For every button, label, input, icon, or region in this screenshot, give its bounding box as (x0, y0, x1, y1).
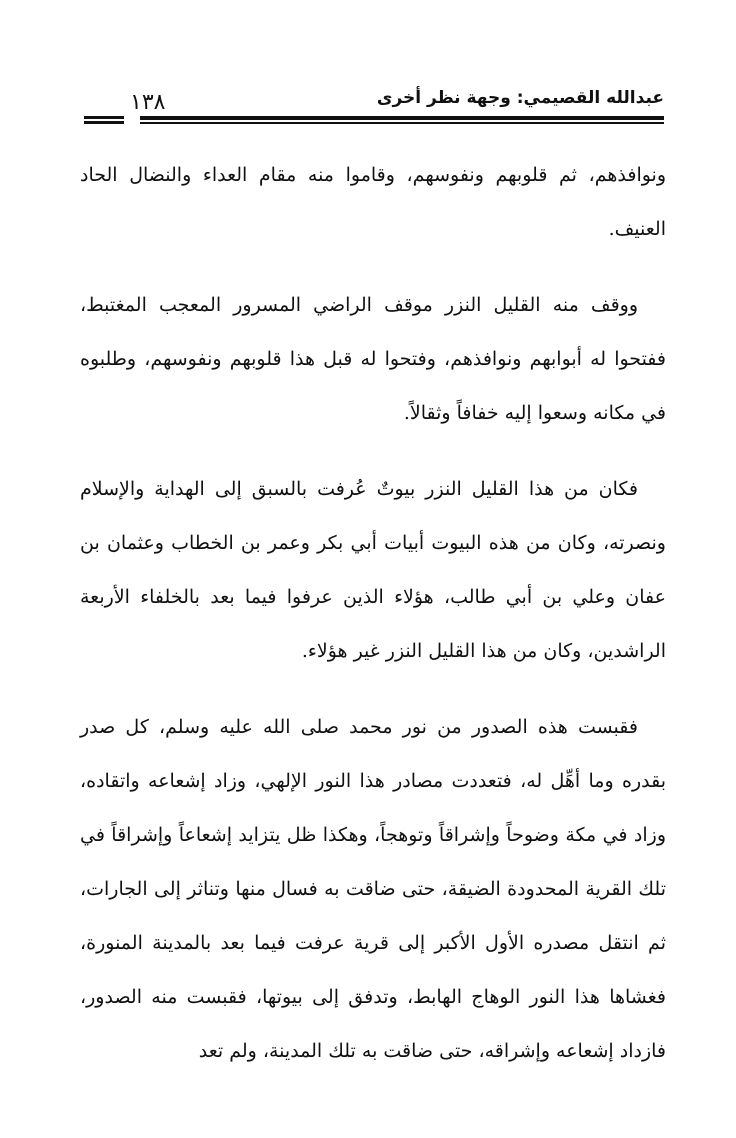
paragraph: فكان من هذا القليل النزر بيوتٌ عُرفت بالسبق إلى الهداية والإسلام ونصرته، وكان من هذه البيوت أبيات أبي بكر وعمر بن الخطاب وعثمان بن عفان وعلي بن أبي طالب، هؤلاء الذين عرفوا فيما بعد بالخلفاء الأربعة الراشدين، وكان من هذا القليل النزر غير هؤلاء. (80, 478, 666, 662)
header-rule-thin (84, 122, 664, 124)
page-number-ornament (84, 112, 128, 126)
header-rule-thick (84, 116, 664, 120)
paragraph: فقبست هذه الصدور من نور محمد صلى الله عليه وسلم، كل صدر بقدره وما أهِّل له، فتعددت مصادر هذا النور الإلهي، وزاد إشعاعه واتقاده، وزاد في مكة وضوحاً وإشراقاً وتوهجاً، وهكذا ظل يتزايد إشعاعاً وإشراقاً في تلك القرية المحدودة الضيقة، حتى ضاقت به فسال منها وتناثر إلى الجارات، ثم انتقل مصدره الأول الأكبر إلى قرية عرفت فيما بعد بالمدينة المنورة، فغشاها هذا النور الوهاج الهابط، وتدفق إلى بيوتها، فقبست منه الصدور، فازداد إشعاعه وإشراقه، حتى ضاقت به تلك المدينة، ولم تعد (80, 716, 666, 1062)
running-title: عبدالله القصيمي: وجهة نظر أخرى (376, 88, 664, 108)
page-number: ١٣٨ (130, 90, 166, 115)
paragraph: ووقف منه القليل النزر موقف الراضي المسرور المعجب المغتبط، ففتحوا له أبوابهم ونوافذهم، وفتحوا له قبل هذا قلوبهم ونفوسهم، وطلبوه في مكانه وسعوا إليه خفافاً وثقالاً. (80, 294, 666, 424)
body-text (80, 148, 666, 1078)
paragraph: ونوافذهم، ثم قلوبهم ونفوسهم، وقاموا منه مقام العداء والنضال الحاد العنيف. (80, 164, 666, 240)
page-header (84, 86, 664, 126)
